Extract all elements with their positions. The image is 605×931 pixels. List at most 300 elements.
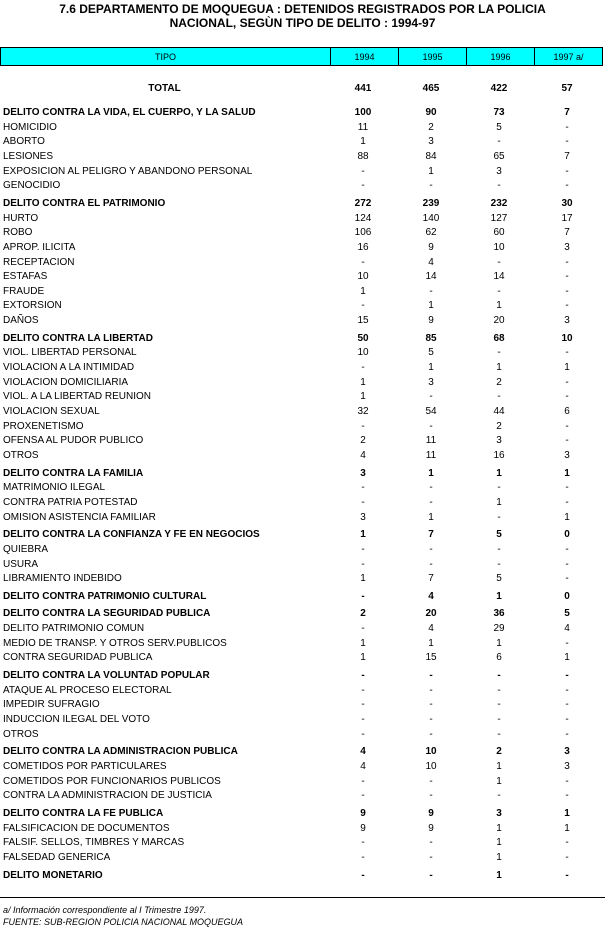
- row-label: OMISION ASISTENCIA FAMILIAR: [3, 511, 156, 523]
- table-row: [0, 449, 605, 463]
- cell-1996: 1: [496, 851, 502, 863]
- row-label: FALSEDAD GENERICA: [3, 851, 111, 863]
- table-row: [0, 572, 605, 586]
- cell-1995: 1: [428, 165, 434, 177]
- table-row: [0, 346, 605, 360]
- header-1996: 1996: [466, 48, 534, 65]
- table-row: [0, 789, 605, 803]
- cell-1996: 1: [496, 760, 502, 772]
- cell-1996: 5: [496, 529, 502, 541]
- cell-1996: 1: [496, 637, 502, 649]
- cell-1997: -: [565, 496, 569, 508]
- cell-1997: -: [565, 775, 569, 787]
- cell-1996: 1: [496, 496, 502, 508]
- footnote-a: a/ Información correspondiente al I Trimestre 1997.: [3, 905, 207, 915]
- cell-1994: 88: [357, 150, 369, 162]
- header-1994: 1994: [330, 48, 398, 65]
- row-label: DELITO CONTRA LA FAMILIA: [3, 467, 144, 479]
- cell-1997: -: [565, 728, 569, 740]
- cell-1997: -: [565, 851, 569, 863]
- row-label: VIOLACION A LA INTIMIDAD: [3, 362, 135, 374]
- row-label: USURA: [3, 558, 39, 570]
- cell-1996: 127: [490, 212, 508, 224]
- cell-1996: -: [497, 670, 501, 682]
- row-label: HOMICIDIO: [3, 121, 57, 133]
- cell-1997: 1: [564, 807, 570, 819]
- cell-1997: -: [565, 714, 569, 725]
- cell-1996: 422: [490, 83, 508, 94]
- cell-1994: 2: [360, 435, 366, 447]
- cell-1997: 7: [564, 107, 570, 118]
- table-row: [0, 684, 605, 698]
- table-row: [0, 376, 605, 390]
- row-label: MEDIO DE TRANSP. Y OTROS SERV.PUBLICOS: [3, 637, 227, 649]
- cell-1996: -: [497, 391, 501, 403]
- cell-1997: -: [565, 347, 569, 359]
- cell-1995: 9: [428, 807, 434, 819]
- cell-1995: 1: [428, 300, 434, 312]
- row-label: FALSIFICACION DE DOCUMENTOS: [3, 822, 170, 834]
- cell-1997: 1: [564, 467, 570, 479]
- table-row: [0, 543, 605, 557]
- title-line-1: 7.6 DEPARTAMENTO DE MOQUEGUA : DETENIDOS REGISTRADOS POR LA POLICIA: [59, 2, 546, 16]
- cell-1994: -: [361, 256, 365, 268]
- cell-1997: 1: [564, 511, 570, 523]
- cell-1994: -: [361, 420, 365, 432]
- cell-1994: -: [361, 775, 365, 787]
- cell-1997: -: [565, 558, 569, 570]
- cell-1997: 1: [564, 362, 570, 374]
- table-row: [0, 728, 605, 742]
- cell-1995: 85: [425, 332, 437, 344]
- cell-1997: -: [565, 482, 569, 494]
- cell-1997: 57: [561, 83, 573, 94]
- cell-1997: -: [565, 637, 569, 649]
- cell-1996: 10: [493, 241, 505, 253]
- cell-1997: -: [565, 420, 569, 432]
- cell-1994: -: [361, 623, 365, 635]
- cell-1994: -: [361, 165, 365, 177]
- cell-1996: 1: [496, 775, 502, 787]
- cell-1996: 20: [493, 315, 505, 327]
- row-label: DELITO CONTRA PATRIMONIO CULTURAL: [3, 590, 207, 602]
- cell-1997: -: [565, 699, 569, 711]
- table-row: [0, 760, 605, 774]
- table-row: [0, 212, 605, 226]
- header-1995: 1995: [398, 48, 466, 65]
- cell-1996: -: [497, 180, 501, 192]
- table-row: [0, 851, 605, 865]
- row-label: HURTO: [3, 212, 39, 224]
- cell-1994: -: [361, 714, 365, 725]
- cell-1994: 441: [354, 83, 372, 94]
- cell-1997: 6: [564, 406, 570, 417]
- cell-1997: 3: [564, 315, 570, 327]
- cell-1994: 10: [357, 347, 369, 359]
- cell-1994: -: [361, 362, 365, 374]
- category-row: [0, 590, 605, 604]
- cell-1994: 32: [357, 406, 369, 417]
- category-row: [0, 669, 605, 683]
- cell-1995: -: [429, 714, 433, 725]
- table-row: [0, 285, 605, 299]
- cell-1996: 3: [496, 435, 502, 447]
- cell-1996: 1: [496, 869, 502, 881]
- cell-1995: -: [429, 496, 433, 508]
- cell-1995: 5: [428, 347, 434, 359]
- cell-1995: 20: [425, 608, 437, 620]
- cell-1994: 1: [360, 376, 366, 388]
- category-row: [0, 528, 605, 542]
- row-label: EXPOSICION AL PELIGRO Y ABANDONO PERSONAL: [3, 165, 253, 177]
- row-label: OTROS: [3, 728, 39, 740]
- cell-1994: -: [361, 300, 365, 312]
- category-row: [0, 607, 605, 621]
- cell-1995: 465: [422, 83, 440, 94]
- cell-1997: -: [565, 684, 569, 696]
- header-tipo: TIPO: [154, 52, 176, 62]
- row-label: MATRIMONIO ILEGAL: [3, 482, 106, 494]
- cell-1996: 14: [493, 271, 505, 283]
- cell-1996: 1: [496, 837, 502, 849]
- cell-1994: 16: [357, 241, 369, 253]
- row-label: DAÑOS: [3, 315, 39, 327]
- cell-1996: -: [497, 136, 501, 148]
- table-row: [0, 256, 605, 270]
- cell-1996: 1: [496, 362, 502, 374]
- row-label: VIOLACION SEXUAL: [3, 406, 100, 417]
- cell-1996: 5: [496, 121, 502, 133]
- cell-1996: -: [497, 285, 501, 297]
- cell-1996: 1: [496, 822, 502, 834]
- row-label: DELITO CONTRA LA SEGURIDAD PUBLICA: [3, 608, 211, 620]
- row-label: DELITO MONETARIO: [3, 869, 103, 881]
- cell-1997: -: [565, 869, 569, 881]
- cell-1996: 60: [493, 227, 505, 239]
- source-note: FUENTE: SUB-REGION POLICIA NACIONAL MOQUEGUA: [3, 917, 244, 927]
- table-row: [0, 390, 605, 404]
- row-label: IMPEDIR SUFRAGIO: [3, 699, 100, 711]
- cell-1995: 1: [428, 511, 434, 523]
- cell-1997: -: [565, 435, 569, 447]
- cell-1994: -: [361, 790, 365, 802]
- cell-1996: 73: [493, 107, 505, 118]
- table-row: [0, 420, 605, 434]
- cell-1994: 4: [360, 760, 366, 772]
- cell-1994: 11: [357, 121, 369, 133]
- cell-1994: 4: [360, 449, 366, 461]
- cell-1997: -: [565, 391, 569, 403]
- row-label: DELITO CONTRA LA ADMINISTRACION PUBLICA: [3, 746, 238, 758]
- category-row: [0, 869, 605, 883]
- row-label: TOTAL: [148, 83, 181, 94]
- row-label: LIBRAMIENTO INDEBIDO: [3, 573, 122, 585]
- cell-1997: -: [565, 165, 569, 177]
- cell-1997: 3: [564, 746, 570, 758]
- cell-1994: 4: [360, 746, 366, 758]
- cell-1996: -: [497, 511, 501, 523]
- cell-1995: 3: [428, 136, 434, 148]
- cell-1994: -: [361, 180, 365, 192]
- cell-1995: 239: [422, 197, 440, 209]
- table-row: [0, 713, 605, 727]
- cell-1997: -: [565, 300, 569, 312]
- row-label: VIOL. LIBERTAD PERSONAL: [3, 347, 137, 359]
- cell-1996: 6: [496, 652, 502, 664]
- cell-1997: 3: [564, 760, 570, 772]
- table-row: [0, 179, 605, 193]
- cell-1994: 1: [360, 637, 366, 649]
- row-label: DELITO CONTRA LA FE PUBLICA: [3, 807, 164, 819]
- cell-1996: 2: [496, 746, 502, 758]
- table-row: [0, 822, 605, 836]
- cell-1994: -: [361, 684, 365, 696]
- cell-1994: 124: [354, 212, 372, 224]
- cell-1994: 100: [354, 107, 372, 118]
- row-label: EXTORSION: [3, 300, 62, 312]
- cell-1996: -: [497, 482, 501, 494]
- category-row: [0, 106, 605, 120]
- cell-1997: -: [565, 285, 569, 297]
- cell-1997: -: [565, 121, 569, 133]
- cell-1996: 5: [496, 573, 502, 585]
- category-row: [0, 807, 605, 821]
- cell-1994: -: [361, 670, 365, 682]
- table-row: [0, 637, 605, 651]
- cell-1996: 2: [496, 376, 502, 388]
- table-row: [0, 314, 605, 328]
- table-header: [0, 47, 603, 66]
- row-label: GENOCIDIO: [3, 180, 61, 192]
- bottom-divider: [0, 897, 605, 898]
- cell-1994: -: [361, 482, 365, 494]
- cell-1996: -: [497, 714, 501, 725]
- cell-1995: 11: [425, 449, 437, 461]
- cell-1995: 10: [425, 746, 437, 758]
- cell-1994: -: [361, 543, 365, 555]
- total-row: [0, 82, 605, 96]
- row-label: PROXENETISMO: [3, 420, 84, 432]
- cell-1997: 7: [564, 150, 570, 162]
- cell-1996: -: [497, 558, 501, 570]
- cell-1995: -: [429, 420, 433, 432]
- cell-1995: 1: [428, 467, 434, 479]
- cell-1997: -: [565, 573, 569, 585]
- cell-1995: -: [429, 670, 433, 682]
- table-row: [0, 775, 605, 789]
- table-row: [0, 299, 605, 313]
- cell-1996: -: [497, 347, 501, 359]
- cell-1996: 2: [496, 420, 502, 432]
- cell-1996: 1: [496, 300, 502, 312]
- row-label: DELITO PATRIMONIO COMUN: [3, 623, 145, 635]
- cell-1996: -: [497, 256, 501, 268]
- table-row: [0, 165, 605, 179]
- row-label: CONTRA LA ADMINISTRACION DE JUSTICIA: [3, 790, 212, 802]
- cell-1994: 1: [360, 391, 366, 403]
- cell-1994: 50: [357, 332, 369, 344]
- cell-1997: -: [565, 790, 569, 802]
- cell-1996: 65: [493, 150, 505, 162]
- cell-1994: 1: [360, 529, 366, 541]
- cell-1996: 44: [493, 406, 505, 417]
- cell-1996: 232: [490, 197, 508, 209]
- row-label: DELITO CONTRA LA VOLUNTAD POPULAR: [3, 670, 210, 682]
- cell-1995: 9: [428, 315, 434, 327]
- cell-1997: -: [565, 256, 569, 268]
- category-row: [0, 332, 605, 346]
- row-label: RECEPTACION: [3, 256, 75, 268]
- row-label: APROP. ILICITA: [3, 241, 76, 253]
- table-row: [0, 651, 605, 665]
- row-label: CONTRA PATRIA POTESTAD: [3, 496, 138, 508]
- cell-1995: -: [429, 558, 433, 570]
- footnotes: [3, 904, 243, 928]
- cell-1995: 84: [425, 150, 437, 162]
- cell-1997: 17: [561, 212, 573, 224]
- cell-1996: -: [497, 728, 501, 740]
- cell-1994: -: [361, 496, 365, 508]
- cell-1994: -: [361, 869, 365, 881]
- cell-1994: 272: [354, 197, 372, 209]
- cell-1995: -: [429, 699, 433, 711]
- row-label: COMETIDOS POR PARTICULARES: [3, 760, 167, 772]
- cell-1995: -: [429, 851, 433, 863]
- cell-1997: -: [565, 136, 569, 148]
- table-row: [0, 481, 605, 495]
- cell-1994: 15: [357, 315, 369, 327]
- table-row: [0, 121, 605, 135]
- cell-1995: 11: [425, 435, 437, 447]
- row-label: DELITO CONTRA EL PATRIMONIO: [3, 197, 166, 209]
- table-row: [0, 405, 605, 419]
- cell-1995: -: [429, 837, 433, 849]
- cell-1994: -: [361, 699, 365, 711]
- cell-1995: 10: [425, 760, 437, 772]
- row-label: COMETIDOS POR FUNCIONARIOS PUBLICOS: [3, 775, 221, 787]
- cell-1997: 10: [561, 332, 573, 344]
- row-label: QUIEBRA: [3, 543, 49, 555]
- cell-1997: 0: [564, 529, 570, 541]
- cell-1995: 2: [428, 121, 434, 133]
- cell-1995: 3: [428, 376, 434, 388]
- table-row: [0, 241, 605, 255]
- cell-1995: -: [429, 543, 433, 555]
- cell-1997: 4: [564, 623, 570, 635]
- cell-1995: -: [429, 285, 433, 297]
- row-label: DELITO CONTRA LA CONFIANZA Y FE EN NEGOCIOS: [3, 529, 260, 541]
- cell-1997: -: [565, 670, 569, 682]
- cell-1996: 29: [493, 623, 505, 635]
- table-row: [0, 226, 605, 240]
- cell-1995: 9: [428, 822, 434, 834]
- table-row: [0, 150, 605, 164]
- row-label: DELITO CONTRA LA LIBERTAD: [3, 332, 153, 344]
- row-label: ROBO: [3, 227, 33, 239]
- cell-1994: 10: [357, 271, 369, 283]
- cell-1997: 1: [564, 822, 570, 834]
- row-label: FRAUDE: [3, 285, 45, 297]
- cell-1995: 9: [428, 241, 434, 253]
- cell-1994: 1: [360, 573, 366, 585]
- cell-1995: 90: [425, 107, 437, 118]
- cell-1994: -: [361, 590, 365, 602]
- cell-1996: -: [497, 790, 501, 802]
- cell-1995: 7: [428, 529, 434, 541]
- cell-1996: 1: [496, 590, 502, 602]
- cell-1996: 1: [496, 467, 502, 479]
- cell-1997: -: [565, 271, 569, 283]
- cell-1994: -: [361, 728, 365, 740]
- cell-1995: -: [429, 775, 433, 787]
- page-title: [0, 2, 605, 30]
- category-row: [0, 197, 605, 211]
- cell-1995: -: [429, 391, 433, 403]
- table-row: [0, 434, 605, 448]
- cell-1995: -: [429, 684, 433, 696]
- table-row: [0, 270, 605, 284]
- cell-1994: -: [361, 837, 365, 849]
- row-label: OTROS: [3, 449, 39, 461]
- cell-1996: 36: [493, 608, 505, 620]
- table-row: [0, 511, 605, 525]
- row-label: VIOLACION DOMICILIARIA: [3, 376, 129, 388]
- row-label: FALSIF. SELLOS, TIMBRES Y MARCAS: [3, 837, 185, 849]
- cell-1994: 3: [360, 511, 366, 523]
- cell-1995: -: [429, 728, 433, 740]
- row-label: ABORTO: [3, 136, 45, 148]
- row-label: DELITO CONTRA LA VIDA, EL CUERPO, Y LA SALUD: [3, 107, 256, 118]
- cell-1997: -: [565, 180, 569, 192]
- cell-1994: -: [361, 558, 365, 570]
- cell-1997: 1: [564, 652, 570, 664]
- row-label: ATAQUE AL PROCESO ELECTORAL: [3, 684, 172, 696]
- cell-1997: -: [565, 543, 569, 555]
- row-label: OFENSA AL PUDOR PUBLICO: [3, 435, 144, 447]
- cell-1995: 54: [425, 406, 437, 417]
- title-line-2: NACIONAL, SEGÙN TIPO DE DELITO : 1994-97: [169, 16, 436, 30]
- cell-1997: -: [565, 376, 569, 388]
- cell-1997: 7: [564, 227, 570, 239]
- category-row: [0, 745, 605, 759]
- cell-1994: 9: [360, 822, 366, 834]
- cell-1995: 4: [428, 623, 434, 635]
- cell-1995: 4: [428, 590, 434, 602]
- row-label: INDUCCION ILEGAL DEL VOTO: [3, 714, 150, 725]
- cell-1996: -: [497, 699, 501, 711]
- cell-1995: 62: [425, 227, 437, 239]
- cell-1995: 14: [425, 271, 437, 283]
- cell-1995: -: [429, 180, 433, 192]
- cell-1997: 30: [561, 197, 573, 209]
- cell-1997: 5: [564, 608, 570, 620]
- row-label: CONTRA SEGURIDAD PUBLICA: [3, 652, 153, 664]
- cell-1994: 9: [360, 807, 366, 819]
- cell-1994: 1: [360, 285, 366, 297]
- table-row: [0, 622, 605, 636]
- cell-1994: 3: [360, 467, 366, 479]
- cell-1997: 3: [564, 241, 570, 253]
- cell-1994: 1: [360, 136, 366, 148]
- cell-1996: 16: [493, 449, 505, 461]
- cell-1994: 2: [360, 608, 366, 620]
- cell-1995: -: [429, 869, 433, 881]
- cell-1995: 1: [428, 362, 434, 374]
- cell-1995: -: [429, 482, 433, 494]
- cell-1994: 106: [354, 227, 372, 239]
- category-row: [0, 467, 605, 481]
- cell-1994: -: [361, 851, 365, 863]
